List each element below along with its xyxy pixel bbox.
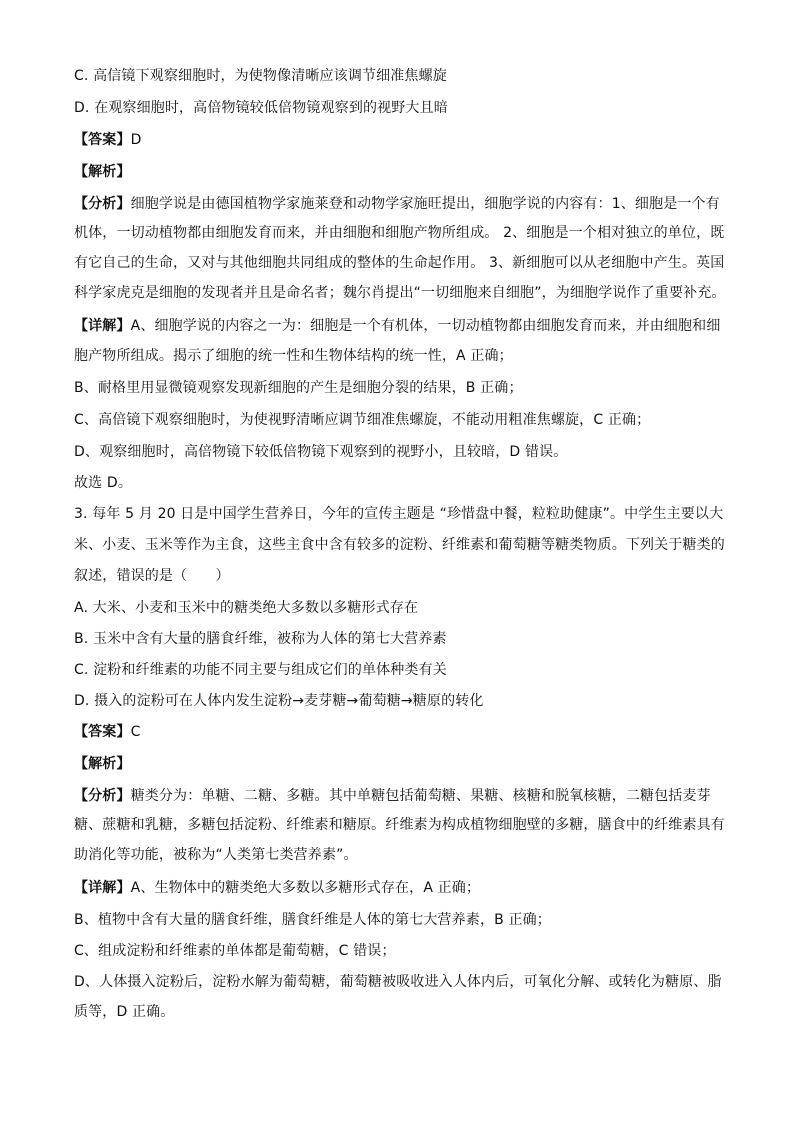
q2-conclusion: 故选 D。 (74, 475, 132, 491)
fenxi-tag: 【分析】 (74, 196, 131, 212)
q2-fenxi-line: 机体，一切动植物都由细胞发育而来，并由细胞和细胞产物所组成。 2、细胞是一个相对独立的单位，既 (74, 225, 725, 241)
q3-xiangjie-line (74, 878, 734, 898)
q2-answer (74, 130, 734, 150)
answer-value: D (130, 132, 142, 148)
xiangjie-tag: 【详解】 (74, 318, 131, 334)
q2-xiangjie-line: B、耐格里用显微镜观察发现新细胞的产生是细胞分裂的结果，B 正确； (74, 380, 523, 396)
answer-value: C (130, 724, 141, 740)
q3-stem-line: 米、小麦、玉米等作为主食，这些主食中含有较多的淀粉、纤维素和葡萄糖等糖类物质。下列关于糖类的 (74, 537, 725, 553)
q2-option-c: C. 高信镜下观察细胞时，为使物像清晰应该调节细准焦螺旋 (74, 68, 447, 84)
q3-option-d: D. 摄入的淀粉可在人体内发生淀粉→麦芽糖→葡萄糖→糖原的转化 (74, 693, 484, 709)
q3-option-b: B. 玉米中含有大量的膳食纤维，被称为人体的第七大营养素 (74, 631, 447, 647)
q3-fenxi-line: 助消化等功能，被称为“人类第七类营养素”。 (74, 847, 358, 863)
q2-xiangjie-line: 胞产物所组成。揭示了细胞的统一性和生物体结构的统一性，A 正确； (74, 348, 513, 364)
q3-fenxi-line: 糖、蔗糖和乳糖，多糖包括淀粉、纤维素和糖原。纤维素为构成植物细胞壁的多糖，膳食中的纤维素具有 (74, 817, 725, 833)
fenxi-tag: 【分析】 (74, 788, 131, 804)
fenxi-text: 细胞学说是由德国植物学家施莱登和动物学家施旺提出，细胞学说的内容有：1、细胞是一个有 (130, 196, 720, 212)
answer-tag: 【答案】 (74, 724, 131, 740)
q2-fenxi-line: 有它自己的生命，又对与其他细胞共同组成的整体的生命起作用。 3、新细胞可以从老细胞中产生。英国 (74, 255, 725, 271)
q3-analysis-tag: 【解析】 (74, 756, 131, 772)
q3-stem-line: 叙述，错误的是（ ） (74, 568, 230, 584)
q3-xiangjie-line: B、植物中含有大量的膳食纤维，膳食纤维是人体的第七大营养素，B 正确； (74, 912, 551, 928)
fenxi-text: 糖类分为：单糖、二糖、多糖。其中单糖包括葡萄糖、果糖、核糖和脱氧核糖，二糖包括麦芽 (130, 788, 711, 804)
q2-fenxi-line: 科学家虎克是细胞的发现者并且是命名者；魏尔肖提出“一切细胞来自细胞”，为细胞学说作了重要补充。 (74, 285, 726, 301)
q2-xiangjie-line: D、观察细胞时，高倍物镜下较低倍物镜下观察到的视野小，且较暗，D 错误。 (74, 444, 568, 460)
q2-xiangjie-line: C、高倍镜下观察细胞时，为使视野清晰应调节细准焦螺旋，不能动用粗准焦螺旋，C 正确； (74, 412, 651, 428)
q2-option-d: D. 在观察细胞时，高倍物镜较低倍物镜观察到的视野大且暗 (74, 100, 448, 116)
xiangjie-text: A、细胞学说的内容之一为：细胞是一个有机体，一切动植物都由细胞发育而来，并由细胞和细 (130, 318, 721, 334)
q2-fenxi-line (74, 194, 734, 214)
q3-fenxi-line (74, 786, 734, 806)
q3-stem-line: 3. 每年 5 月 20 日是中国学生营养日，今年的宣传主题是 “珍惜盘中餐，粒粒助健康”。中学生主要以大 (74, 506, 724, 522)
q3-answer (74, 722, 734, 742)
q2-xiangjie-line (74, 316, 734, 336)
q3-option-c: C. 淀粉和纤维素的功能不同主要与组成它们的单体种类有关 (74, 662, 447, 678)
q3-option-a: A. 大米、小麦和玉米中的糖类绝大多数以多糖形式存在 (74, 600, 419, 616)
q3-xiangjie-line: C、组成淀粉和纤维素的单体都是葡萄糖，C 错误； (74, 943, 396, 959)
xiangjie-text: A、生物体中的糖类绝大多数以多糖形式存在，A 正确； (130, 880, 481, 896)
xiangjie-tag: 【详解】 (74, 880, 131, 896)
q2-analysis-tag: 【解析】 (74, 164, 131, 180)
answer-tag: 【答案】 (74, 132, 131, 148)
q3-xiangjie-line: D、人体摄入淀粉后，淀粉水解为葡萄糖，葡萄糖被吸收进入人体内后，可氧化分解、或转化为糖原、脂 (74, 974, 722, 990)
q3-xiangjie-line: 质等，D 正确。 (74, 1004, 175, 1020)
